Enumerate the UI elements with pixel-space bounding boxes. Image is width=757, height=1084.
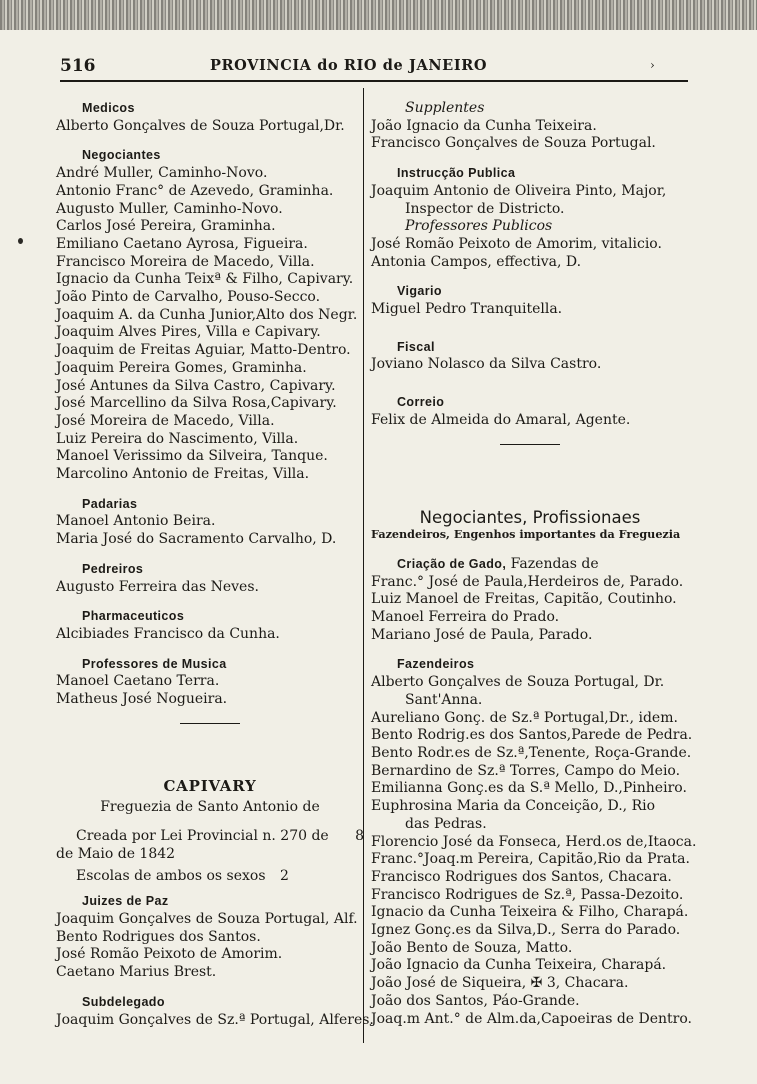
entry: Matheus José Nogueira. bbox=[56, 691, 228, 708]
capivary-title: CAPIVARY bbox=[163, 776, 257, 795]
entry: Bento Rodrigues dos Santos. bbox=[56, 928, 261, 945]
entry: Manoel Ferreira do Prado. bbox=[371, 609, 560, 626]
entry: João Pinto de Carvalho, Pouso-Secco. bbox=[56, 289, 321, 306]
ink-spot bbox=[18, 238, 23, 244]
section-heading-fiscal: Fiscal bbox=[397, 339, 435, 354]
entry: Manoel Caetano Terra. bbox=[56, 673, 220, 690]
entry: Joviano Nolasco da Silva Castro. bbox=[371, 356, 602, 373]
entry: Ignez Gonç.es da Silva,D., Serra do Parado. bbox=[371, 922, 681, 939]
entry: Joaquim Antonio de Oliveira Pinto, Major, bbox=[371, 182, 667, 199]
entry: Ignacio da Cunha Teixeira & Filho, Charapá. bbox=[371, 904, 689, 921]
entry: Alberto Gonçalves de Souza Portugal,Dr. bbox=[56, 117, 345, 134]
entry: Bento Rodrig.es dos Santos,Parede de Pedra. bbox=[371, 727, 693, 744]
entry: Francisco Gonçalves de Souza Portugal. bbox=[371, 135, 656, 152]
criacao-heading-rest: Fazendas de bbox=[510, 555, 599, 572]
schools-label: Escolas de ambos os sexos bbox=[76, 867, 266, 884]
entry: José Moreira de Macedo, Villa. bbox=[56, 412, 275, 429]
section-divider bbox=[500, 444, 560, 445]
corner-mark: › bbox=[650, 58, 655, 72]
entry: Felix de Almeida do Amaral, Agente. bbox=[371, 411, 631, 428]
entry: Emiliano Caetano Ayrosa, Figueira. bbox=[56, 235, 308, 252]
section-heading-supplentes: Supplentes bbox=[405, 100, 485, 116]
negociantes-profissionaes-title: Negociantes, Profissionaes bbox=[419, 507, 641, 527]
schools-count: 2 bbox=[279, 867, 289, 884]
entry: Maria José do Sacramento Carvalho, D. bbox=[56, 531, 337, 548]
entry: Francisco Moreira de Macedo, Villa. bbox=[56, 253, 315, 270]
entry: Manoel Antonio Beira. bbox=[56, 513, 216, 530]
entry: Luiz Pereira do Nascimento, Villa. bbox=[56, 430, 299, 447]
entry: Manoel Verissimo da Silveira, Tanque. bbox=[56, 448, 328, 465]
section-heading-pharmaceuticos: Pharmaceuticos bbox=[82, 609, 185, 624]
entry: José Marcellino da Silva Rosa,Capivary. bbox=[56, 395, 337, 412]
entry: Franc.° José de Paula,Herdeiros de, Parado. bbox=[371, 573, 684, 590]
entry: Luiz Manoel de Freitas, Capitão, Coutinho. bbox=[371, 591, 677, 608]
entry-continuation: das Pedras. bbox=[405, 815, 487, 832]
entry: João José de Siqueira, ✠ 3, Chacara. bbox=[371, 975, 629, 992]
capivary-subtitle: Freguezia de Santo Antonio de bbox=[100, 798, 320, 815]
entry: Joaquim Alves Pires, Villa e Capivary. bbox=[56, 324, 321, 341]
entry: Miguel Pedro Tranquitella. bbox=[371, 301, 563, 318]
section-heading-pedreiros: Pedreiros bbox=[82, 561, 144, 576]
scan-noise-band bbox=[0, 0, 757, 30]
entry: João dos Santos, Páo-Grande. bbox=[371, 992, 580, 1009]
entry: Joaquim A. da Cunha Junior,Alto dos Negr. bbox=[56, 306, 358, 323]
entry: Augusto Ferreira das Neves. bbox=[56, 578, 259, 595]
entry: Caetano Marius Brest. bbox=[56, 964, 217, 981]
entry: José Romão Peixoto de Amorim, vitalicio. bbox=[371, 235, 662, 252]
section-heading-professores: Professores de Musica bbox=[82, 656, 227, 671]
entry: Ignacio da Cunha Teixª & Filho, Capivary. bbox=[56, 271, 354, 288]
section-heading-negociantes: Negociantes bbox=[82, 148, 161, 163]
entry: Marcolino Antonio de Freitas, Villa. bbox=[56, 466, 310, 483]
entry: João Bento de Souza, Matto. bbox=[371, 939, 573, 956]
section-heading-fazendeiros: Fazendeiros bbox=[397, 657, 475, 672]
entry: João Ignacio da Cunha Teixeira, Charapá. bbox=[371, 957, 667, 974]
entry: José Antunes da Silva Castro, Capivary. bbox=[56, 377, 336, 394]
schools-line bbox=[56, 868, 364, 886]
section-heading-subdelegado: Subdelegado bbox=[82, 994, 165, 1009]
entry: Carlos José Pereira, Graminha. bbox=[56, 218, 276, 235]
entry: Alberto Gonçalves de Souza Portugal, Dr. bbox=[371, 674, 665, 691]
entry-continuation: Inspector de Districto. bbox=[405, 200, 565, 217]
entry: Joaquim Gonçalves de Souza Portugal, Alf. bbox=[56, 911, 358, 928]
entry: Florencio José da Fonseca, Herd.os de,Itaoca. bbox=[371, 833, 697, 850]
entry: Antonio Franc° de Azevedo, Graminha. bbox=[56, 182, 334, 199]
creation-number: 8 bbox=[355, 828, 364, 845]
page-number: 516 bbox=[60, 56, 96, 76]
section-heading-juizes: Juizes de Paz bbox=[82, 894, 169, 909]
section-heading-criacao: Criação de Gado, bbox=[397, 556, 507, 571]
section-divider bbox=[180, 723, 240, 724]
entry: Francisco Rodrigues de Sz.ª, Passa-Dezoito. bbox=[371, 886, 684, 903]
header-rule bbox=[60, 80, 688, 82]
entry: Joaquim de Freitas Aguiar, Matto-Dentro. bbox=[56, 342, 351, 359]
entry: Joaq.m Ant.° de Alm.da,Capoeiras de Dentro. bbox=[371, 1010, 693, 1027]
entry: Francisco Rodrigues dos Santos, Chacara. bbox=[371, 868, 672, 885]
entry: Aureliano Gonç. de Sz.ª Portugal,Dr., idem. bbox=[371, 709, 678, 726]
entry: Joaquim Pereira Gomes, Graminha. bbox=[56, 359, 307, 376]
entry: João Ignacio da Cunha Teixeira. bbox=[371, 117, 597, 134]
right-column bbox=[371, 100, 697, 1028]
section-heading-instruccao: Instrucção Publica bbox=[397, 166, 516, 181]
section-heading-vigario: Vigario bbox=[397, 284, 442, 299]
entry: Bento Rodr.es de Sz.ª,Tenente, Roça-Grande. bbox=[371, 744, 692, 761]
creation-text: Creada por Lei Provincial n. 270 de bbox=[76, 828, 329, 845]
page-header bbox=[60, 56, 685, 80]
entry: José Romão Peixoto de Amorim. bbox=[56, 946, 283, 963]
creation-date: de Maio de 1842 bbox=[56, 845, 176, 862]
entry: Bernardino de Sz.ª Torres, Campo do Meio. bbox=[371, 762, 681, 779]
entry: Augusto Muller, Caminho-Novo. bbox=[56, 200, 283, 217]
entry: Emilianna Gonç.es da S.ª Mello, D.,Pinheiro. bbox=[371, 780, 687, 797]
entry: Franc.°Joaq.m Pereira, Capitão,Rio da Prata. bbox=[371, 851, 690, 868]
section-heading-padarias: Padarias bbox=[82, 496, 138, 511]
entry: Joaquim Gonçalves de Sz.ª Portugal, Alferes. bbox=[56, 1011, 374, 1028]
entry: Alcibiades Francisco da Cunha. bbox=[56, 625, 280, 642]
entry: Mariano José de Paula, Parado. bbox=[371, 626, 593, 643]
section-heading-correio: Correio bbox=[397, 395, 445, 410]
entry-continuation: Sant'Anna. bbox=[405, 691, 483, 708]
criacao-heading-line bbox=[371, 556, 689, 574]
creation-line bbox=[56, 828, 364, 846]
left-column bbox=[56, 100, 374, 1029]
section-heading-medicos: Medicos bbox=[82, 101, 135, 115]
subheading-professores-publicos: Professores Publicos bbox=[405, 218, 553, 235]
entry: Euphrosina Maria da Conceição, D., Rio bbox=[371, 798, 656, 815]
negociantes-profissionaes-subtitle: Fazendeiros, Engenhos importantes da Freguezia bbox=[371, 527, 681, 542]
entry: Antonia Campos, effectiva, D. bbox=[371, 253, 582, 270]
page-title: PROVINCIA do RIO de JANEIRO bbox=[210, 57, 488, 74]
entry: André Muller, Caminho-Novo. bbox=[56, 165, 268, 182]
